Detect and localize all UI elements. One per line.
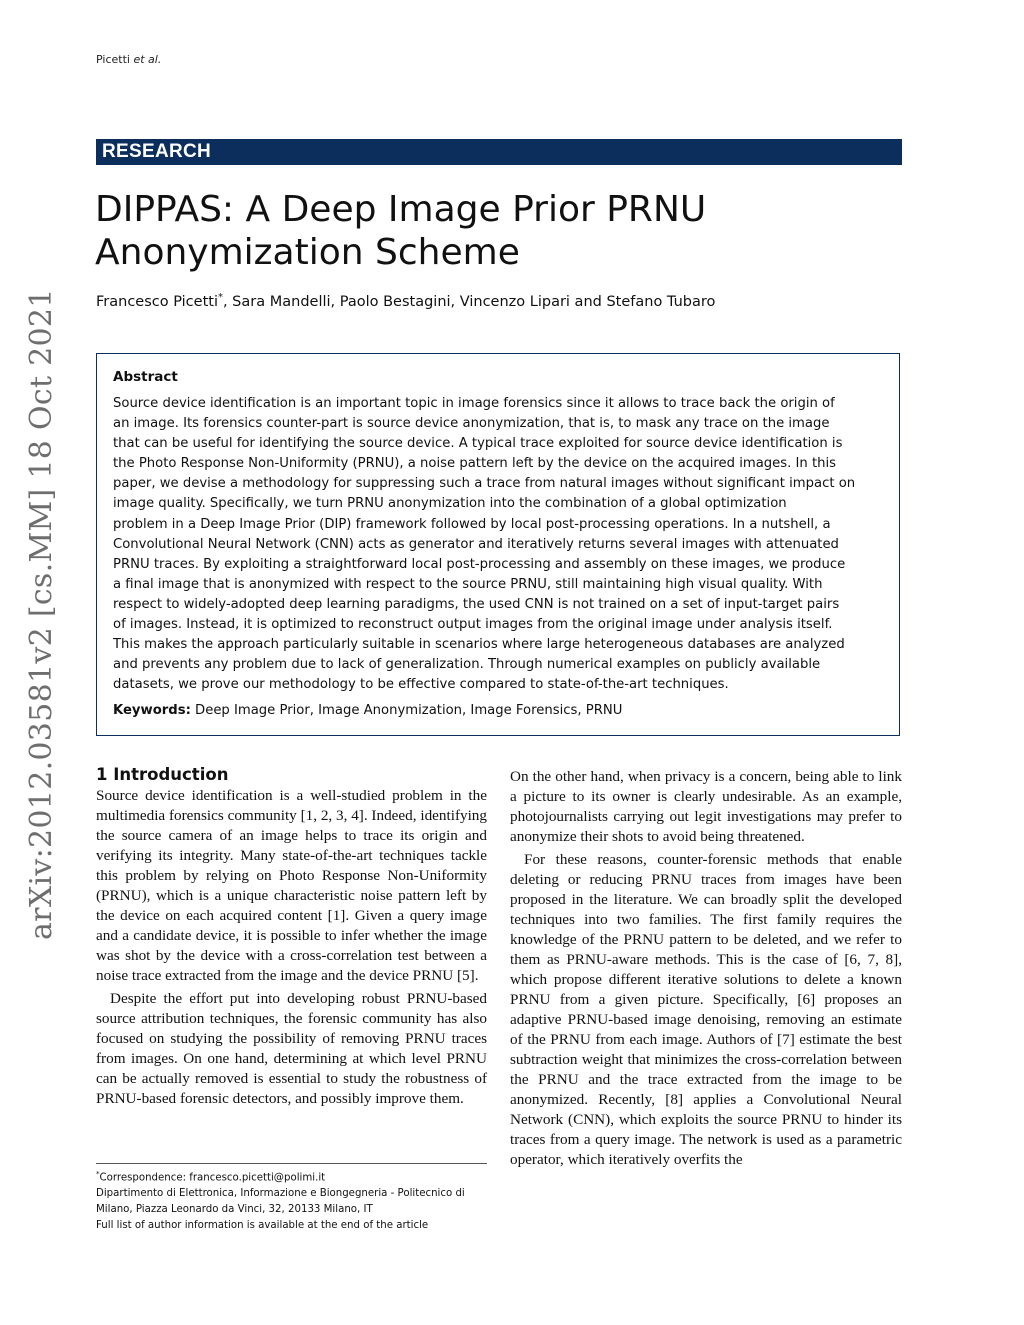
running-head-author: Picetti	[96, 53, 130, 66]
abstract-line: Convolutional Neural Network (CNN) acts as generator and iteratively returns several images with attenuated	[113, 536, 839, 552]
right-column	[510, 767, 902, 1170]
keywords-list: Deep Image Prior, Image Anonymization, Image Forensics, PRNU	[195, 703, 623, 718]
keywords-label: Keywords:	[113, 703, 191, 718]
paragraph: For these reasons, counter-forensic methods that enable deleting or reducing PRNU traces from images have been proposed in the literature. We can broadly split the developed techniques into two families. The first family requires the knowledge of the PRNU pattern to be deleted, and we refer to them as PRNU-aware methods. This is the case of [6, 7, 8], which propose different iterative solutions to delete a known PRNU from a given picture. Specifically, [6] proposes an adaptive PRNU-based image denoising, removing an estimate of the PRNU from each image. Authors of [7] estimate the best subtraction weight that minimizes the cross-correlation between the PRNU and the trace extracted from the image to be anonymized. Recently, [8] applies a Convolutional Neural Network (CNN), which exploits the source PRNU to hinder its traces from a query image. The network is used as a parametric operator, which iteratively overfits the	[510, 851, 902, 1168]
abstract-line: image quality. Specifically, we turn PRNU anonymization into the combination of a global optimization	[113, 496, 787, 512]
paragraph: On the other hand, when privacy is a concern, being able to link a picture to its owner is clearly undesirable. As an example, photojournalists carrying out legit investigations may prefer to anonymize their shots to avoid being threatened.	[510, 768, 902, 845]
footnote-correspondence	[96, 1166, 491, 1186]
section-heading-introduction: 1 Introduction	[96, 765, 229, 784]
left-column	[96, 764, 487, 1109]
abstract-line: This makes the approach particularly suitable in scenarios where large heterogeneous databases are analyzed	[113, 637, 845, 653]
abstract-line: an image. Its forensics counter-part is source device anonymization, that is, to mask any trace on the image	[113, 416, 830, 432]
abstract-line: of images. Instead, it is optimized to reconstruct output images from the original image under analysis itself.	[113, 617, 833, 633]
footnote-affiliation-1: Dipartimento di Elettronica, Informazione e Biongegneria - Politecnico di	[96, 1188, 465, 1200]
first-author: Francesco Picetti	[96, 293, 218, 310]
abstract-box	[96, 353, 900, 736]
footnote-affiliation-2: Milano, Piazza Leonardo da Vinci, 32, 20133 Milano, IT	[96, 1204, 373, 1216]
abstract-text	[113, 394, 889, 695]
abstract-line: paper, we devise a methodology for suppressing such a trace from natural images without significant impact on	[113, 476, 856, 492]
running-head-etal: et al.	[133, 53, 162, 66]
paper-title	[95, 188, 915, 274]
footnote-author-info: Full list of author information is available at the end of the article	[96, 1220, 429, 1232]
section-banner	[96, 139, 902, 165]
footnote-divider	[96, 1163, 487, 1164]
paragraph: Despite the effort put into developing robust PRNU-based source attribution techniques, the forensic community has also focused on studying the possibility of removing PRNU traces from images. On one hand, determining at which level PRNU can be actually removed is essential to study the robustness of PRNU-based forensic detectors, and possibly improve them.	[96, 990, 487, 1107]
running-head	[96, 53, 161, 66]
abstract-line: a final image that is anonymized with respect to the source PRNU, still maintaining high visual quality. With	[113, 576, 823, 592]
abstract-line: Source device identification is an important topic in image forensics since it allows to trace back the origin of	[113, 396, 835, 411]
abstract-line: respect to widely-adopted deep learning paradigms, the used CNN is not trained on a set of input-target pairs	[113, 596, 840, 612]
abstract-line: PRNU traces. By exploiting a straightforward local post-processing and assembly on these images, we produce	[113, 556, 846, 572]
abstract-line: problem in a Deep Image Prior (DIP) framework followed by local post-processing operations. In a nutshell, a	[113, 516, 831, 532]
footnote-mark: *	[96, 1170, 100, 1178]
other-authors: , Sara Mandelli, Paolo Bestagini, Vincenzo Lipari and Stefano Tubaro	[222, 293, 716, 310]
section-label: RESEARCH	[102, 141, 212, 162]
abstract-line: datasets, we prove our methodology to be effective compared to state-of-the-art techniques.	[113, 677, 729, 693]
abstract-line: that can be useful for identifying the source device. A typical trace exploited for source device identification is	[113, 436, 843, 452]
title-line-1: DIPPAS: A Deep Image Prior PRNU	[95, 189, 707, 230]
correspondence-mark: *	[217, 292, 223, 303]
abstract-line: and prevents any problem due to lack of generalization. Through numerical examples on publicly available	[113, 657, 821, 673]
correspondence-email: Correspondence: francesco.picetti@polimi.it	[99, 1172, 326, 1184]
title-line-2: Anonymization Scheme	[95, 232, 520, 273]
paragraph: Source device identification is a well-studied problem in the multimedia forensics community [1, 2, 3, 4]. Indeed, identifying the source camera of an image helps to trace its origin and verifying its integrity. Many state-of-the-art techniques tackle this problem by relying on Photo Response Non-Uniformity (PRNU), which is a unique characteristic noise pattern left by the device on each acquired content [1]. Given a query image and a candidate device, it is possible to infer whether the image was shot by the device with a cross-correlation test between a noise trace extracted from the image and the device PRNU [5].	[96, 787, 487, 984]
keywords	[113, 703, 622, 718]
author-list	[96, 292, 715, 310]
footnotes	[96, 1166, 491, 1234]
arxiv-identifier: arXiv:2012.03581v2 [cs.MM] 18 Oct 2021	[24, 288, 59, 940]
abstract-line: the Photo Response Non-Uniformity (PRNU), a noise pattern left by the device on the acquired images. In this	[113, 456, 837, 472]
abstract-heading: Abstract	[113, 369, 178, 385]
